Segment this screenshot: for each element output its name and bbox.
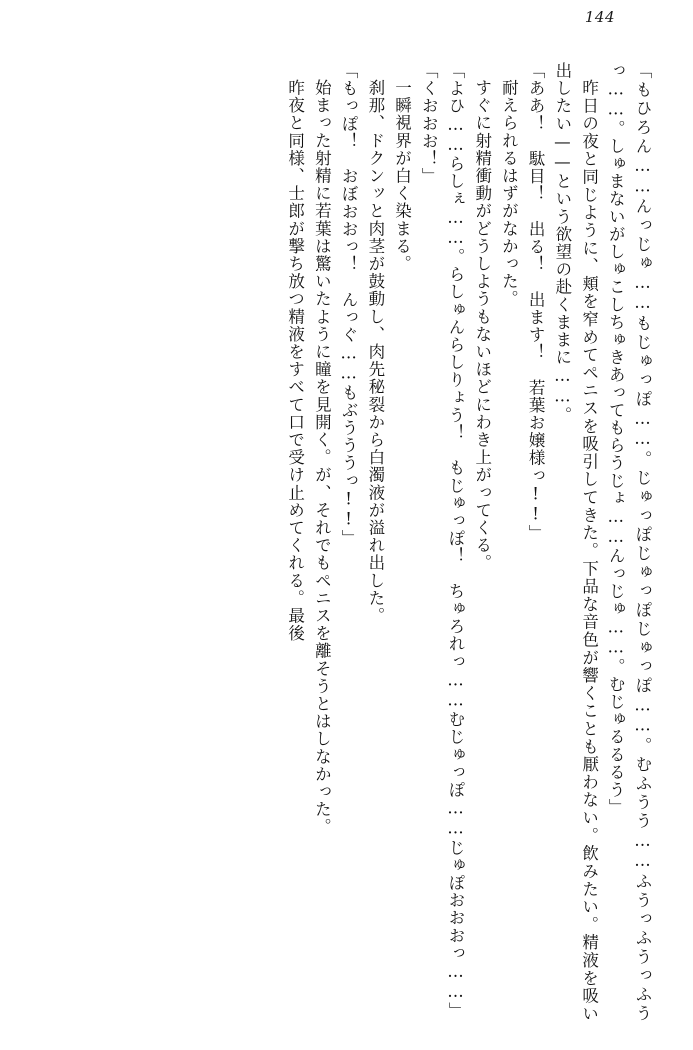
paragraph: 昨日の夜と同じように、頬を窄めてペニスを吸引してきた。下品な音色が響くことも厭わない。飲みたい。精液を吸い出したい——という欲望の赴くままに……。 (552, 62, 599, 1022)
vertical-text-body (40, 62, 655, 1022)
paragraph: 「くおおお！」 (419, 62, 439, 186)
paragraph: 一瞬視界が白く染まる。 (392, 78, 412, 273)
paragraph: 耐えられるはずがなかった。 (499, 78, 519, 308)
paragraph: 刹那、ドクンッと肉茎が鼓動し、肉先秘裂から白濁液が溢れ出した。 (365, 78, 385, 625)
paragraph: 「よひ……らしぇ……。らしゅんらしりょう！ もじゅっぽ！ ちゅろれっ……むじゅっぽ……じゅぽおおおっ……」 (445, 62, 465, 1020)
paragraph: 「ああ！ 駄目！ 出る！ 出ます！ 若葉お嬢様っ!!」 (526, 62, 546, 543)
paragraph: 「もっぽ！ おぼおおっ！ んっぐ……もぶうううっ!!」 (339, 62, 359, 548)
paragraph: すぐに射精衝動がどうしようもないほどにわき上がってくる。 (472, 78, 492, 572)
paragraph: 昨夜と同様、士郎が撃ち放つ精液をすべて口で受け止めてくれる。最後 (285, 78, 305, 642)
page-number: 144 (584, 8, 615, 26)
paragraph: 「もひろん……んっじゅ……もじゅっぽ……。じゅっぽじゅっぽじゅっぽ……。むふうう……ふうっふうっふうっ……。しゅまないがしゅこしちゅきあってもらうじょ……んっじゅ……。むじゅるるるう」 (606, 62, 652, 1022)
paragraph: 始まった射精に若葉は驚いたように瞳を見開く。が、それでもペニスを離そうとはしなかった。 (312, 78, 332, 836)
